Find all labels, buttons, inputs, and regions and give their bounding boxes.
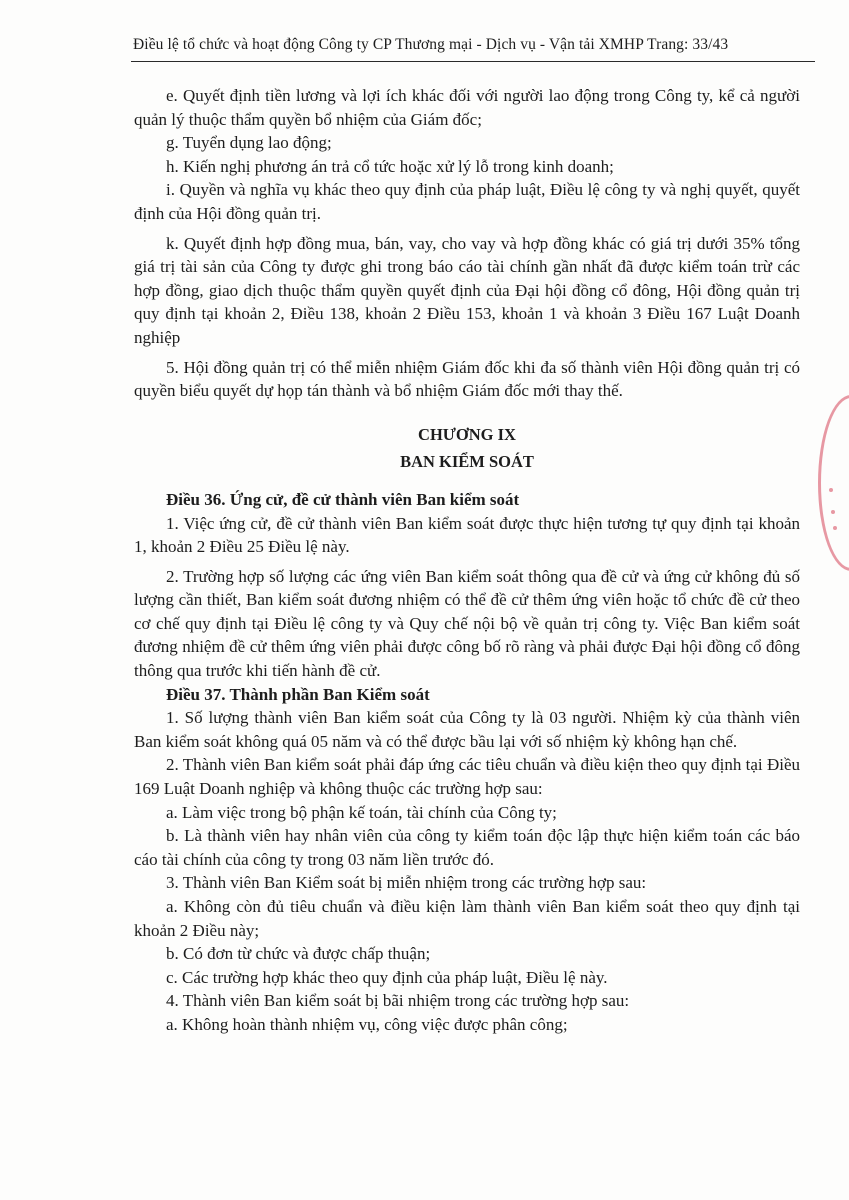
paragraph-e: e. Quyết định tiền lương và lợi ích khác đối với người lao động trong Công ty, kể cả người quản lý thuộc thẩm quyền bổ nhiệm của Giám đốc; (134, 86, 800, 129)
red-seal-stamp (818, 395, 849, 571)
article-37-clause-3b: b. Có đơn từ chức và được chấp thuận; (166, 944, 431, 964)
article-36-clause-2: 2. Trường hợp số lượng các ứng viên Ban kiểm soát thông qua đề cử và ứng cử không đủ số lượng cần thiết, Ban kiểm soát đương nhiệm có thể đề cử thêm ứng viên hoặc tổ chức đề cử theo cơ chế quy định tại Điều lệ công ty và Quy chế nội bộ về quản trị công ty. Việc Ban kiểm soát đương nhiệm đề cử thêm ứng viên phải được công bố rõ ràng và phải được Đại hội đồng cổ đông thông qua trước khi tiến hành đề cử. (134, 566, 800, 681)
article-37-clause-3c: c. Các trường hợp khác theo quy định của pháp luật, Điều lệ này. (166, 967, 608, 987)
chapter-subtitle: BAN KIỂM SOÁT (400, 452, 534, 472)
document-body (134, 84, 800, 1037)
article-37-clause-3: 3. Thành viên Ban Kiểm soát bị miễn nhiệm trong các trường hợp sau: (166, 873, 647, 893)
stamp-mark (831, 510, 835, 514)
stamp-mark (833, 526, 837, 530)
article-37-clause-3a: a. Không còn đủ tiêu chuẩn và điều kiện làm thành viên Ban kiểm soát theo quy định tại khoản 2 Điều này; (134, 897, 800, 940)
header-divider (131, 61, 815, 62)
article-37-title: Điều 37. Thành phần Ban Kiểm soát (166, 684, 430, 704)
paragraph-h: h. Kiến nghị phương án trả cổ tức hoặc xử lý lỗ trong kinh doanh; (166, 156, 614, 176)
article-37-clause-4: 4. Thành viên Ban kiểm soát bị bãi nhiệm trong các trường hợp sau: (166, 991, 630, 1011)
page-header: Điều lệ tổ chức và hoạt động Công ty CP Thương mại - Dịch vụ - Vận tải XMHP Trang: 33/43 (133, 36, 729, 53)
paragraph-5: 5. Hội đồng quản trị có thể miễn nhiệm Giám đốc khi đa số thành viên Hội đồng quản trị có quyền biểu quyết dự họp tán thành và bổ nhiệm Giám đốc mới thay thế. (134, 357, 800, 401)
paragraph-i: i. Quyền và nghĩa vụ khác theo quy định của pháp luật, Điều lệ công ty và nghị quyết, quyết định của Hội đồng quản trị. (134, 180, 800, 223)
article-37-clause-2b: b. Là thành viên hay nhân viên của công ty kiểm toán độc lập thực hiện kiểm toán các báo cáo tài chính của công ty trong 03 năm liền trước đó. (134, 826, 800, 869)
chapter-title: CHƯƠNG IX (418, 424, 516, 444)
article-37-clause-2: 2. Thành viên Ban kiểm soát phải đáp ứng các tiêu chuẩn và điều kiện theo quy định tại Điều 169 Luật Doanh nghiệp và không thuộc các trường hợp sau: (134, 755, 800, 799)
article-37-clause-4a: a. Không hoàn thành nhiệm vụ, công việc được phân công; (166, 1014, 568, 1034)
article-36-clause-1: 1. Việc ứng cử, đề cử thành viên Ban kiểm soát được thực hiện tương tự quy định tại khoản 1, khoản 2 Điều 25 Điều lệ này. (134, 513, 800, 557)
article-36-title: Điều 36. Ứng cử, đề cử thành viên Ban kiểm soát (166, 489, 520, 509)
paragraph-k: k. Quyết định hợp đồng mua, bán, vay, cho vay và hợp đồng khác có giá trị dưới 35% tổng giá trị tài sản của Công ty được ghi trong báo cáo tài chính gần nhất đã được kiểm toán trừ các hợp đồng, giao dịch thuộc thẩm quyền quyết định của Đại hội đồng cổ đông, Hội đồng quản trị quy định tại khoản 2, Điều 138, khoản 2 Điều 153, khoản 1 và khoản 3 Điều 167 Luật Doanh nghiệp (134, 233, 800, 347)
stamp-mark (829, 488, 833, 492)
article-37-clause-1: 1. Số lượng thành viên Ban kiểm soát của Công ty là 03 người. Nhiệm kỳ của thành viên Ban kiểm soát không quá 05 năm và có thể được bầu lại với số nhiệm kỳ không hạn chế. (134, 708, 800, 751)
article-37-clause-2a: a. Làm việc trong bộ phận kế toán, tài chính của Công ty; (166, 802, 557, 822)
paragraph-g: g. Tuyển dụng lao động; (166, 133, 332, 153)
